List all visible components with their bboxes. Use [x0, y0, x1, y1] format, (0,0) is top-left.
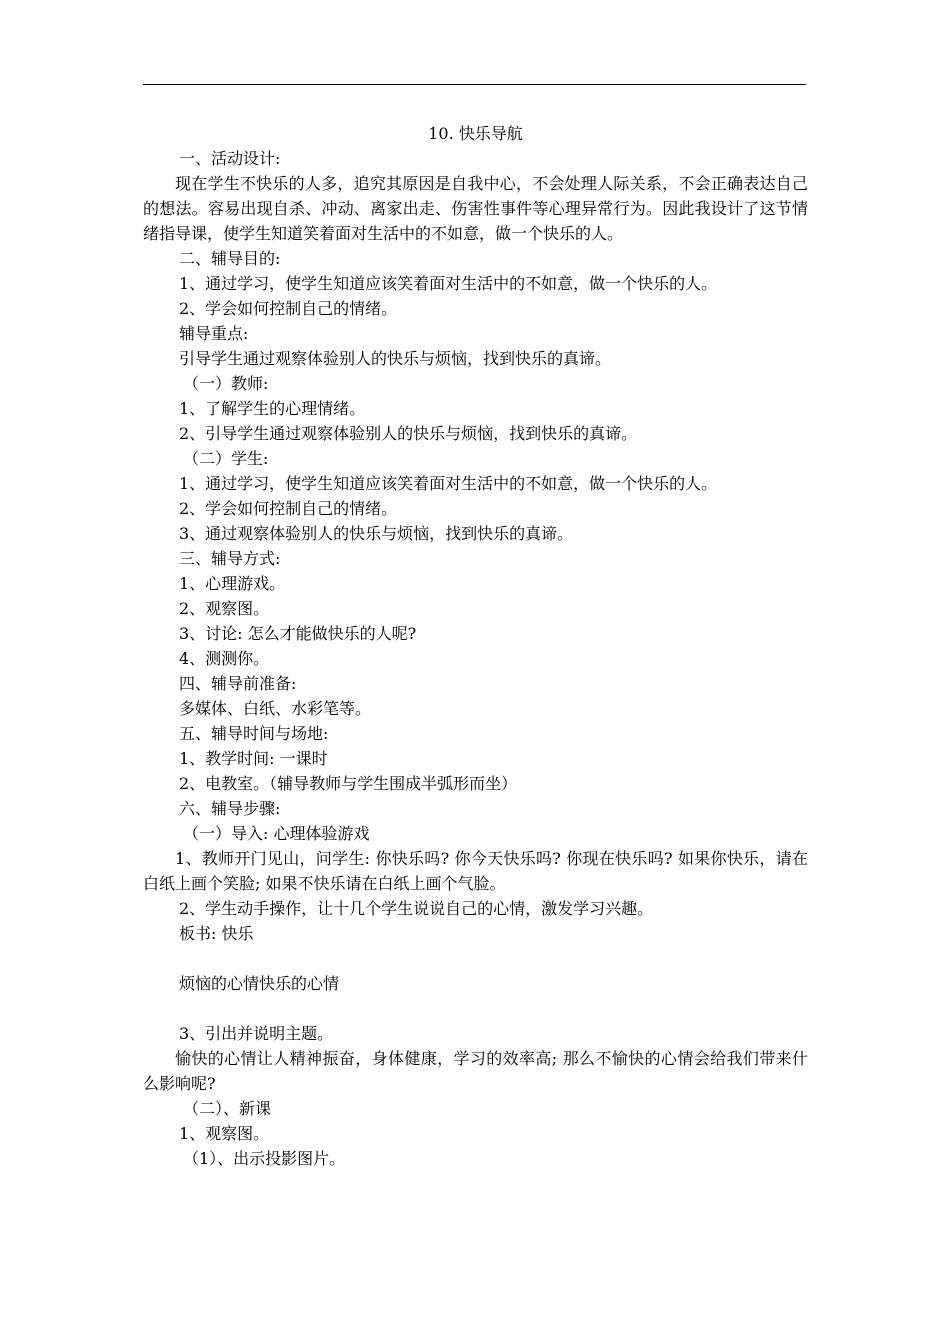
list-item: 3、通过观察体验别人的快乐与烦恼，找到快乐的真谛。 — [179, 524, 574, 543]
list-item: 2、学会如何控制自己的情绪。 — [179, 499, 398, 518]
list-item: 1、通过学习，使学生知道应该笑着面对生活中的不如意，做一个快乐的人。 — [179, 474, 718, 493]
document-title: 10. 快乐导航 — [428, 124, 523, 143]
subheading-focus: 辅导重点: — [179, 324, 249, 343]
focus-text: 引导学生通过观察体验别人的快乐与烦恼，找到快乐的真谛。 — [179, 349, 612, 368]
list-item: 1、心理游戏。 — [179, 574, 286, 593]
list-item: 3、讨论: 怎么才能做快乐的人呢? — [179, 624, 417, 643]
paragraph-intro-3: 3、引出并说明主题。 — [179, 1024, 334, 1043]
list-item: 1、了解学生的心理情绪。 — [179, 399, 366, 418]
list-item: 1、通过学习，使学生知道应该笑着面对生活中的不如意，做一个快乐的人。 — [179, 274, 718, 293]
paragraph-intro-2: 2、学生动手操作，让十几个学生说说自己的心情，激发学习兴趣。 — [179, 899, 654, 918]
section-heading-preparation: 四、辅导前准备: — [179, 674, 297, 693]
list-item: 1、观察图。 — [179, 1124, 270, 1143]
list-item: 2、观察图。 — [179, 599, 270, 618]
document-body — [143, 121, 808, 1171]
list-item: 1、教学时间: 一课时 — [179, 749, 328, 768]
section-heading-goals: 二、辅导目的: — [179, 249, 281, 268]
subheading-teacher: （一）教师: — [183, 374, 269, 393]
preparation-text: 多媒体、白纸、水彩笔等。 — [179, 699, 372, 718]
section-heading-steps: 六、辅导步骤: — [179, 799, 281, 818]
subheading-student: （二）学生: — [183, 449, 269, 468]
list-item: 2、引导学生通过观察体验别人的快乐与烦恼，找到快乐的真谛。 — [179, 424, 638, 443]
subheading-new-lesson: （二）、新课 — [183, 1099, 272, 1118]
list-item: 2、电教室。（辅导教师与学生围成半弧形而坐） — [179, 774, 518, 793]
list-item: 2、学会如何控制自己的情绪。 — [179, 299, 398, 318]
header-rule — [143, 84, 806, 85]
spacer — [143, 946, 808, 971]
spacer — [143, 996, 808, 1021]
subheading-intro: （一）导入: 心理体验游戏 — [183, 824, 370, 843]
paragraph-intro-1: 1、教师开门见山，问学生: 你快乐吗? 你今天快乐吗? 你现在快乐吗? 如果你快乐，请在白纸上画个笑脸; 如果不快乐请在白纸上画个气脸。 — [143, 849, 808, 893]
board-writing-line: 烦恼的心情快乐的心情 — [179, 974, 340, 993]
list-item: 4、测测你。 — [179, 649, 270, 668]
board-writing: 板书: 快乐 — [179, 924, 254, 943]
list-item: （1）、出示投影图片。 — [183, 1149, 346, 1168]
section-heading-activity-design: 一、活动设计: — [179, 149, 281, 168]
paragraph-intro-4: 愉快的心情让人精神振奋，身体健康，学习的效率高; 那么不愉快的心情会给我们带来什么影响呢? — [143, 1049, 808, 1093]
section-heading-methods: 三、辅导方式: — [179, 549, 281, 568]
paragraph-activity-design: 现在学生不快乐的人多，追究其原因是自我中心，不会处理人际关系，不会正确表达自己的想法。容易出现自杀、冲动、离家出走、伤害性事件等心理异常行为。因此我设计了这节情绪指导课，使学生知道笑着面对生活中的不如意，做一个快乐的人。 — [143, 174, 808, 243]
section-heading-time-venue: 五、辅导时间与场地: — [179, 724, 329, 743]
